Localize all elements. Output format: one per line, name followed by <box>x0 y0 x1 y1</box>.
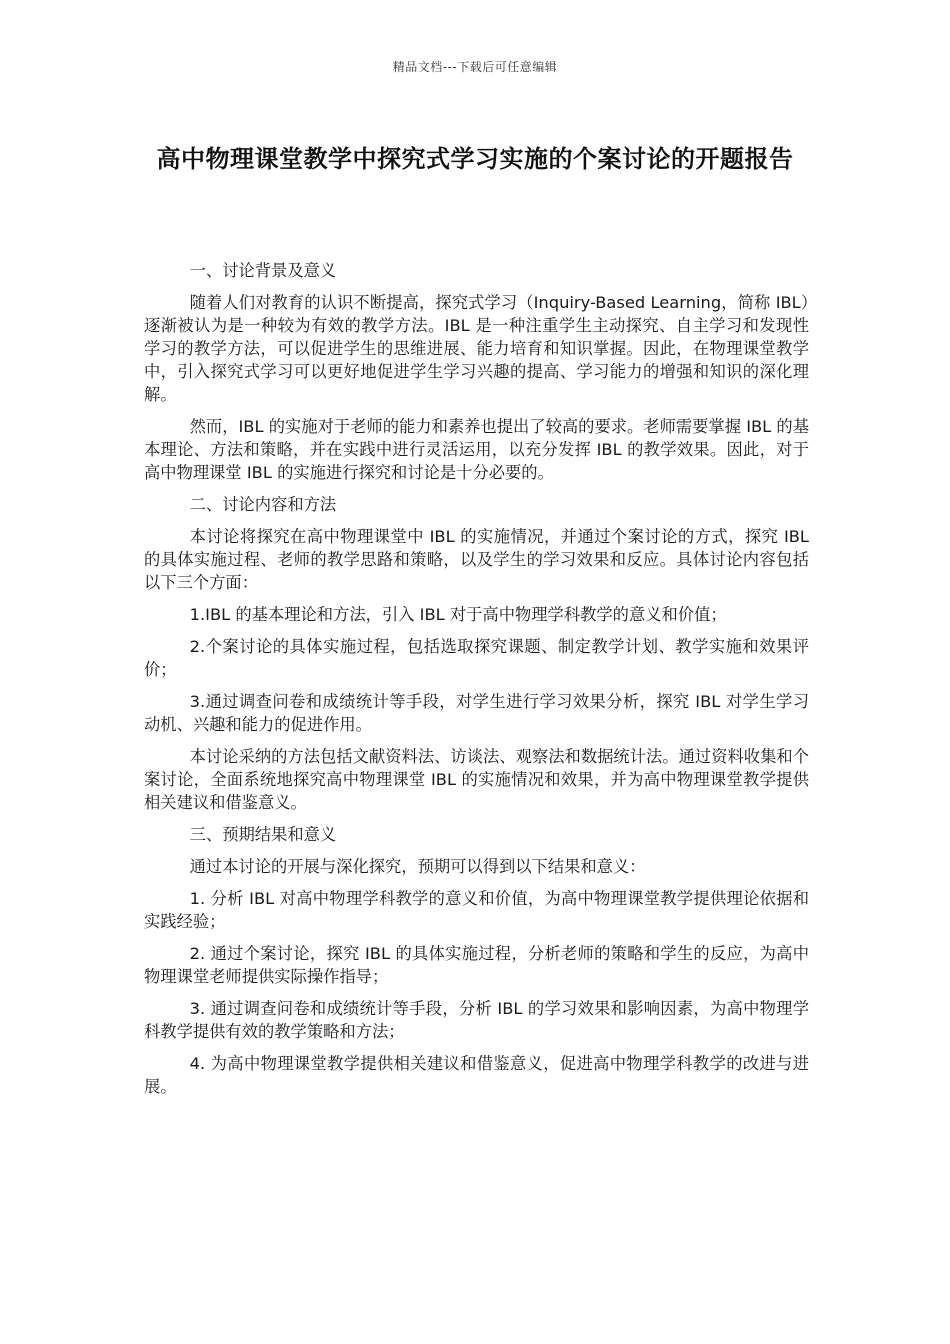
section-heading-background: 一、讨论背景及意义 <box>189 261 337 280</box>
list-item: 4. 为高中物理课堂教学提供相关建议和借鉴意义，促进高中物理学科教学的改进与进展。 <box>144 1054 809 1096</box>
list-item: 1. 分析 IBL 对高中物理学科教学的意义和价值，为高中物理课堂教学提供理论依据和实践经验； <box>144 889 809 931</box>
list-item: 1.IBL 的基本理论和方法，引入 IBL 对于高中物理学科教学的意义和价值； <box>189 605 727 624</box>
document-body <box>144 259 809 1107</box>
list-item: 3. 通过调查问卷和成绩统计等手段，分析 IBL 的学习效果和影响因素，为高中物理学科教学提供有效的教学策略和方法； <box>144 999 809 1041</box>
document-title: 高中物理课堂教学中探究式学习实施的个案讨论的开题报告 <box>156 145 794 173</box>
list-item: 2.个案讨论的具体实施过程，包括选取探究课题、制定教学计划、教学实施和效果评价； <box>144 637 809 679</box>
section-heading-expected-results: 三、预期结果和意义 <box>189 825 337 844</box>
paragraph: 本讨论将探究在高中物理课堂中 IBL 的实施情况，并通过个案讨论的方式，探究 IBL 的具体实施过程、老师的教学思路和策略，以及学生的学习效果和反应。具体讨论内容包括以下三个方面： <box>144 527 809 592</box>
paragraph: 通过本讨论的开展与深化探究，预期可以得到以下结果和意义： <box>189 857 646 876</box>
paragraph: 然而，IBL 的实施对于老师的能力和素养也提出了较高的要求。老师需要掌握 IBL 的基本理论、方法和策略，并在实践中进行灵活运用，以充分发挥 IBL 的教学效果。因此，对于高中物理课堂 IBL 的实施进行探究和讨论是十分必要的。 <box>144 417 809 482</box>
paragraph: 随着人们对教育的认识不断提高，探究式学习（Inquiry-Based Learning，简称 IBL）逐渐被认为是一种较为有效的教学方法。IBL 是一种注重学生主动探究、自主学习和发现性学习的教学方法，可以促进学生的思维进展、能力培育和知识掌握。因此，在物理课堂教学中，引入探究式学习可以更好地促进学生学习兴趣的提高、学习能力的增强和知识的深化理解。 <box>144 293 809 404</box>
header-note: 精品文档---下载后可任意编辑 <box>392 60 558 74</box>
list-item: 3.通过调查问卷和成绩统计等手段，对学生进行学习效果分析，探究 IBL 对学生学习动机、兴趣和能力的促进作用。 <box>144 692 809 734</box>
list-item: 2. 通过个案讨论，探究 IBL 的具体实施过程，分析老师的策略和学生的反应，为高中物理课堂老师提供实际操作指导； <box>144 944 809 986</box>
section-heading-content-method: 二、讨论内容和方法 <box>189 495 337 514</box>
paragraph: 本讨论采纳的方法包括文献资料法、访谈法、观察法和数据统计法。通过资料收集和个案讨论，全面系统地探究高中物理课堂 IBL 的实施情况和效果，并为高中物理课堂教学提供相关建议和借鉴意义。 <box>144 747 809 812</box>
